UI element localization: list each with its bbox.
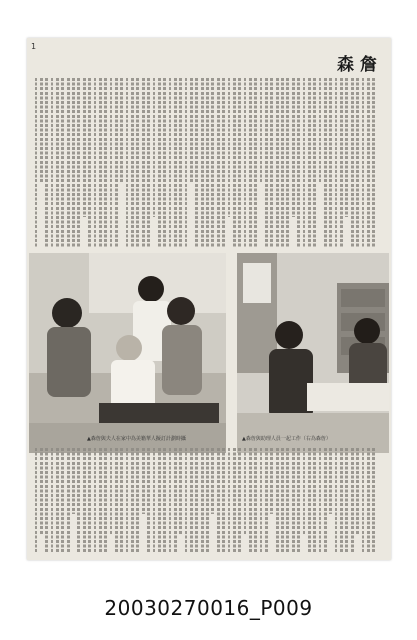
photo-family-working bbox=[29, 253, 226, 453]
page-number: 1 bbox=[31, 42, 37, 51]
text-lines-upper bbox=[35, 78, 375, 248]
photo-office-work bbox=[237, 253, 389, 453]
article-text-upper bbox=[35, 78, 375, 248]
document-page bbox=[27, 38, 391, 560]
article-text-lower bbox=[35, 448, 375, 554]
document-identifier: 20030270016_P009 bbox=[104, 596, 313, 620]
caption-right-photo: ▲森詹與助理人員一起工作（右為森詹） bbox=[242, 436, 331, 442]
text-lines-lower bbox=[35, 448, 375, 554]
article-title: 森詹 bbox=[337, 55, 383, 75]
caption-left-photo: ▲森詹與夫人在家中為美籍華人擬訂計劃時攝 bbox=[87, 436, 186, 442]
